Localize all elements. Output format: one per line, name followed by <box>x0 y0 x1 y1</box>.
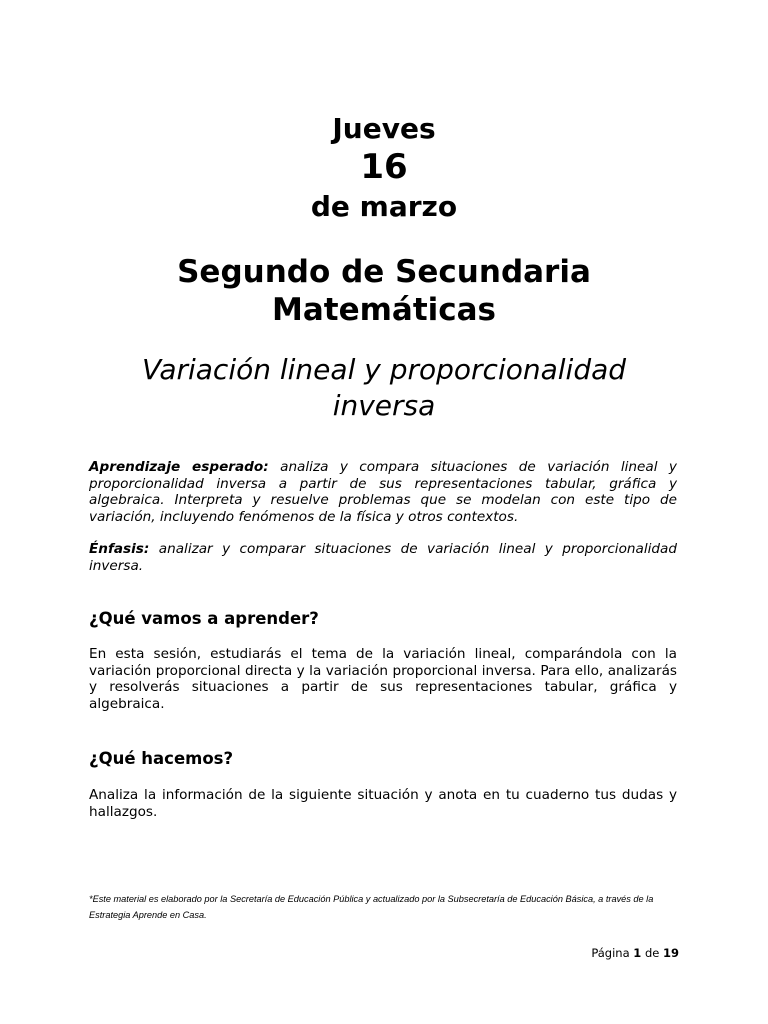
page-prefix: Página <box>591 946 630 960</box>
learning-text: analiza y compara situaciones de variación lineal y proporcionalidad inversa a partir de sus representaciones tabular, gráfica y algebraica. Interpreta y resuelve problemas que se modelan con este tipo de variación, incluyendo fenómenos de la física y otros contextos. <box>89 459 677 525</box>
day-number: 16 <box>360 147 408 187</box>
page-current: 1 <box>633 946 642 960</box>
learning-label: Aprendizaje esperado: <box>89 459 269 475</box>
month: de marzo <box>310 190 458 223</box>
emphasis-paragraph <box>89 541 677 574</box>
emphasis-text: analizar y comparar situaciones de variación lineal y proporcionalidad inversa. <box>89 541 677 574</box>
page-number <box>591 945 679 961</box>
section-body-do: Analiza la información de la siguiente situación y anota en tu cuaderno tus dudas y hallazgos. <box>89 787 677 820</box>
grade-title: Segundo de Secundaria <box>177 254 591 290</box>
section-body-learn: En esta sesión, estudiarás el tema de la variación lineal, comparándola con la variación proporcional directa y la variación proporcional inversa. Para ello, analizarás y resolverás situaciones a partir de sus representaciones tabular, gráfica y algebraica. <box>89 646 677 712</box>
topic-title: Variación lineal y proporcionalidad inversa <box>141 353 627 422</box>
footnote: *Este material es elaborado por la Secretaría de Educación Pública y actualizado por la Subsecretaría de Educación Básica, a través de la Estrategia Aprende en Casa. <box>89 894 654 920</box>
day-name: Jueves <box>332 112 436 145</box>
page-total: 19 <box>662 946 679 960</box>
subject-title: Matemáticas <box>271 292 497 328</box>
section-heading-do: ¿Qué hacemos? <box>89 749 234 768</box>
emphasis-label: Énfasis: <box>89 541 150 557</box>
page-of: de <box>644 946 660 960</box>
section-heading-learn: ¿Qué vamos a aprender? <box>89 609 319 628</box>
learning-paragraph <box>89 459 677 525</box>
